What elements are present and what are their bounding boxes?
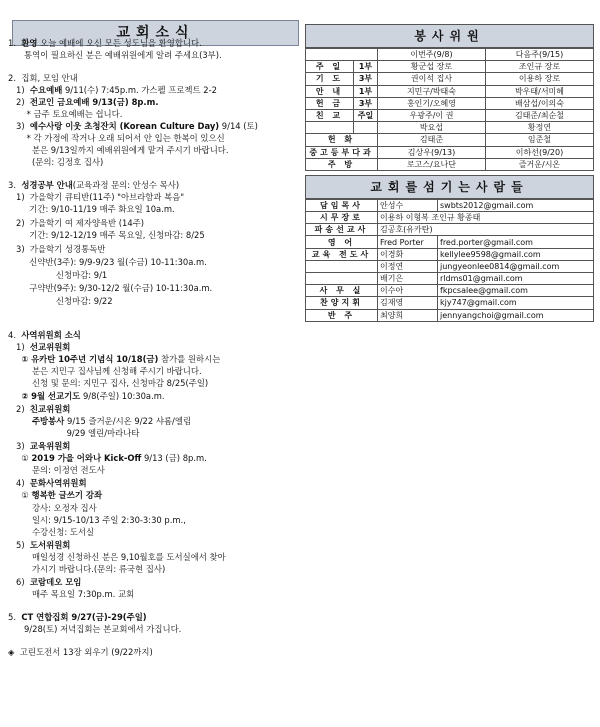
service-assignee: 이하선(9/20) [486,146,594,158]
news-line: 1) 수요예배 9/11(수) 7:45p.m. 가스펠 프로젝트 2-2 [8,85,217,95]
news-line: 2. 집회, 모임 안내 [8,73,78,83]
service-role-label [306,122,354,134]
service-session-label: 1부 [354,85,378,97]
staff-role: 반 주 [306,309,378,321]
service-role-label: 안 내 [306,85,354,97]
news-line: 문의: 이정연 전도사 [8,465,105,475]
news-line: 신청 및 문의: 지민구 집사, 신청마감 8/25(주일) [8,378,209,388]
service-assignee: 즐거운/시온 [486,158,594,170]
staff-name: 김공호(유카탄) [378,224,594,236]
staff-email[interactable]: fkpcsalee@gmail.com [438,285,594,297]
church-news-title: 교회소식 [12,20,299,46]
staff-role: 교육 전도사 [306,248,378,260]
staff-role: 시무장로 [306,212,378,224]
staff-email[interactable]: kjy747@gmail.com [438,297,594,309]
news-line: 매주 목요일 7:30p.m. 교회 [8,589,135,599]
staff-name: 김재영 [378,297,438,309]
service-assignee: 황군섭 장로 [378,61,486,73]
service-role-label: 헌 금 [306,97,354,109]
staff-name: 이수아 [378,285,438,297]
news-line: 5) 도서위원회 [8,540,71,550]
service-session-label: 3부 [354,73,378,85]
staff-email[interactable]: kellylee9598@gmail.com [438,248,594,260]
service-role-label: 중고등부다과 [306,146,378,158]
service-role-label: 주 방 [306,158,378,170]
service-table [305,48,594,171]
news-line: 4) 문화사역위원회 [8,478,87,488]
service-week-header: 다음주(9/15) [486,49,594,61]
news-line: 통역이 필요하신 분은 예배위원에게 알려 주세요(3부). [8,50,222,60]
service-assignee: 로고스/요나단 [378,158,486,170]
service-role-label: 헌 화 [306,134,378,146]
news-line: 3) 가을학기 성경통독반 [8,244,106,254]
service-assignee: 임준철 [486,134,594,146]
news-line: 1. 환영 오늘 예배에 오신 모든 성도님을 환영합니다. [8,38,202,48]
staff-role: 사 무 실 [306,285,378,297]
service-assignee: 황정연 [486,122,594,134]
staff-name: 이용하 이형복 조인규 황종태 [378,212,594,224]
service-assignee: 이용하 장로 [486,73,594,85]
news-line: 강사: 오정자 집사 [8,503,97,513]
news-line: 3) 교육위원회 [8,441,71,451]
news-line: 가시기 바랍니다.(문의: 류국현 집사) [8,564,166,574]
news-line: 4. 사역위원회 소식 [8,330,81,340]
news-line: 기간: 9/10-11/19 매주 화요일 10a.m. [8,204,175,214]
news-line: 1) 선교위원회 [8,342,71,352]
news-line: 기간: 9/12-12/19 매주 목요일, 신청마감: 8/25 [8,230,205,240]
staff-role [306,273,378,285]
news-line: 신청마감: 9/22 [8,296,113,306]
service-assignee: 박우태/서미혜 [486,85,594,97]
service-assignee: 홍인기/오혜영 [378,97,486,109]
staff-email[interactable]: rldms01@gmail.com [438,273,594,285]
news-line: 신청마감: 9/1 [8,270,108,280]
news-line: 일시: 9/15-10/13 주일 2:30-3:30 p.m., [8,515,186,525]
service-session-label [354,122,378,134]
staff-email[interactable]: swbts2012@gmail.com [438,199,594,211]
service-week-header: 이번주(9/8) [378,49,486,61]
staff-role [306,260,378,272]
service-corner-cell [306,49,378,61]
news-line: 분은 지민구 집사님께 신청해 주시기 바랍니다. [8,366,202,376]
service-assignee: 김태준 [378,134,486,146]
staff-role: 영 어 [306,236,378,248]
service-assignee: 배삼섭/이의숙 [486,97,594,109]
right-column [305,24,594,322]
news-line: (문의: 김정호 집사) [8,157,104,167]
news-line: 6) 코람데오 모임 [8,577,82,587]
service-committee-title: 봉사위원 [305,24,594,48]
staff-role: 찬양지휘 [306,297,378,309]
staff-role: 담임목사 [306,199,378,211]
news-line: 분은 9/13일까지 예배위원에게 맡겨 주시기 바랍니다. [8,145,229,155]
staff-role: 파송선교사 [306,224,378,236]
service-session-label: 주일 [354,109,378,121]
staff-name: 최양희 [378,309,438,321]
news-line: 구약반(9주): 9/30-12/2 월(수금) 10-11:30a.m. [8,283,213,293]
service-assignee: 권이석 집사 [378,73,486,85]
news-line: 2) 친교위원회 [8,404,71,414]
service-session-label: 1부 [354,61,378,73]
news-line: 매일성경 신청하신 분은 9,10월호를 도서실에서 찾아 [8,552,226,562]
service-assignee: 김상우(9/13) [378,146,486,158]
staff-email[interactable]: fred.porter@gmail.com [438,236,594,248]
news-line: ① 유카탄 10주년 기념식 10/18(금) 참가를 원하시는 [21,354,221,364]
service-role-label: 주 일 [306,61,354,73]
staff-email[interactable]: jungyeonlee0814@gmail.com [438,260,594,272]
news-line: 5. CT 연합집회 9/27(금)-29(주일) [8,612,147,622]
news-line: 1) 가을학기 큐티반(11주) "아브라함과 복음" [8,192,185,202]
church-news-column [8,20,298,657]
service-session-label: 3부 [354,97,378,109]
staff-table [305,199,594,322]
service-assignee: 박요섭 [378,122,486,134]
news-line: 수강신청: 도서실 [8,527,95,537]
news-line: * 금주 토요예배는 쉽니다. [8,109,123,119]
staff-title: 교회를섬기는사람들 [305,175,594,199]
news-line: 9/29 엘린/마라나타 [8,428,140,438]
news-line: ① 행복한 글쓰기 강좌 [8,490,103,500]
staff-name: 안성수 [378,199,438,211]
news-line: 2) 전교인 금요예배 9/13(금) 8p.m. [8,97,159,107]
service-assignee: 지민구/박태숙 [378,85,486,97]
staff-name: Fred Porter [378,236,438,248]
service-role-label: 친 교 [306,109,354,121]
news-line: 3. 성경공부 안내(교육과정 문의: 안성수 목사) [8,180,180,190]
news-line: 3) 예수사랑 이웃 초청잔치 (Korean Culture Day) 9/14 (토) [8,121,258,131]
news-line: ① 2019 가을 어와나 Kick-Off 9/13 (금) 8p.m. [8,453,207,463]
news-line: * 각 가정에 작거나 오래 되어서 안 입는 한복이 있으신 [8,133,225,143]
staff-name: 배기은 [378,273,438,285]
news-line: ◈ 고린도전서 13장 외우기 (9/22까지) [8,647,153,657]
staff-name: 이정연 [378,260,438,272]
news-line: 신약반(3주): 9/9-9/23 월(수금) 10-11:30a.m. [8,257,207,267]
news-line: ② 9월 선교기도 9/8(주일) 10:30a.m. [21,391,165,401]
staff-email[interactable]: jennyangchoi@gmail.com [438,309,594,321]
service-role-label: 기 도 [306,73,354,85]
news-line: 2) 가을학기 여 제자양육반 (14주) [8,218,145,228]
news-line: 주방봉사 9/15 즐거운/시온 9/22 샤롬/엘림 [31,416,192,426]
service-assignee: 우광주/이 권 [378,109,486,121]
news-line: 9/28(토) 저녁집회는 본교회에서 가집니다. [8,624,182,634]
staff-name: 이경화 [378,248,438,260]
service-assignee: 조인규 장로 [486,61,594,73]
service-assignee: 김태준/최순철 [486,109,594,121]
